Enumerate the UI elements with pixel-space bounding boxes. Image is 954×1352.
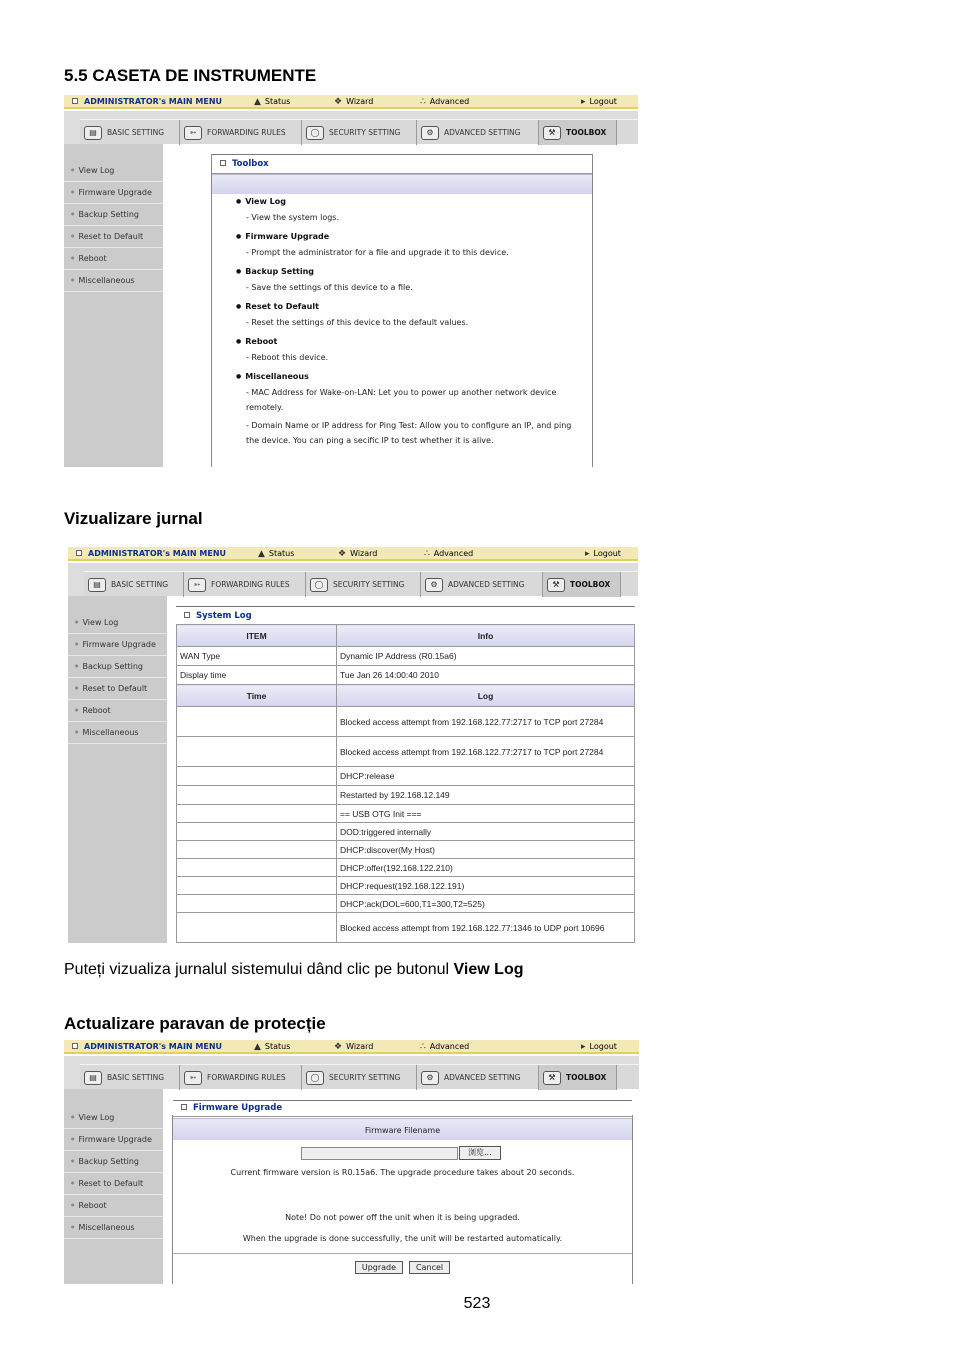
log-entry: DHCP:release — [337, 767, 635, 786]
tab-basic-setting[interactable]: ▤ BASIC SETTING — [80, 1065, 180, 1090]
log-entry: Restarted by 192.168.12.149 — [337, 786, 635, 805]
tab-toolbox[interactable]: ⚒ TOOLBOX — [539, 1065, 617, 1090]
tab-advanced-setting[interactable]: ⚙ ADVANCED SETTING — [421, 572, 543, 597]
sidebar — [64, 144, 163, 467]
info-header: Info — [337, 625, 635, 647]
sidebar-item-firmware-upgrade[interactable]: ● Firmware Upgrade — [68, 634, 167, 656]
display-time-value: Tue Jan 26 14:00:40 2010 — [337, 666, 635, 685]
browse-button[interactable]: 浏览... — [459, 1146, 501, 1160]
sidebar-item-miscellaneous[interactable]: ● Miscellaneous — [64, 1217, 163, 1239]
item-header: ITEM — [177, 625, 337, 647]
wizard-link[interactable]: ❖ Wizard — [334, 1042, 374, 1052]
status-link[interactable]: ▲ Status — [254, 1042, 291, 1052]
panel-title: Firmware Upgrade — [173, 1100, 632, 1117]
status-icon: ▲ — [254, 97, 261, 107]
wizard-icon: ❖ — [334, 97, 343, 107]
system-log-screenshot — [68, 547, 638, 943]
advanced-link[interactable]: ∴ Advanced — [420, 97, 470, 107]
firmware-file-input[interactable] — [301, 1147, 458, 1160]
wizard-link[interactable]: ❖ Wizard — [338, 549, 378, 559]
status-link[interactable]: ▲ Status — [254, 97, 291, 107]
advanced-link[interactable]: ∴ Advanced — [420, 1042, 470, 1052]
tab-bar — [68, 563, 638, 596]
status-icon: ▲ — [254, 1042, 261, 1052]
forward-icon: ➳ — [184, 1071, 202, 1085]
log-entry: DHCP:discover(My Host) — [337, 841, 635, 859]
advanced-icon: ∴ — [424, 549, 430, 559]
sidebar-item-reset-to-default[interactable]: ● Reset to Default — [64, 226, 163, 248]
sidebar-item-reboot[interactable]: ● Reboot — [64, 248, 163, 270]
top-menu-bar — [64, 95, 638, 109]
advanced-link[interactable]: ∴ Advanced — [424, 549, 474, 559]
sidebar-item-reboot[interactable]: ● Reboot — [64, 1195, 163, 1217]
section-title: 5.5 CASETA DE INSTRUMENTE — [64, 66, 317, 85]
forward-icon: ➳ — [184, 126, 202, 140]
folder-icon: ▤ — [84, 1071, 102, 1085]
log-entry: DHCP:request(192.168.122.191) — [337, 877, 635, 895]
tab-advanced-setting[interactable]: ⚙ ADVANCED SETTING — [417, 1065, 539, 1090]
toolbox-item-desc: - Save the settings of this device to a file. — [246, 283, 413, 292]
logout-link[interactable]: ▸ Logout — [581, 97, 617, 107]
tab-forwarding-rules[interactable]: ➳ FORWARDING RULES — [180, 120, 302, 145]
display-time-label: Display time — [177, 666, 337, 685]
table-row — [177, 913, 635, 943]
toolbox-item-desc: - View the system logs. — [246, 213, 339, 222]
tab-security-setting[interactable]: ◯ SECURITY SETTING — [302, 120, 417, 145]
folder-icon: ▤ — [88, 578, 106, 592]
shield-icon: ◯ — [306, 126, 324, 140]
tab-forwarding-rules[interactable]: ➳ FORWARDING RULES — [180, 1065, 302, 1090]
table-row — [177, 707, 635, 737]
sidebar — [68, 596, 167, 943]
sidebar-item-firmware-upgrade[interactable]: ● Firmware Upgrade — [64, 182, 163, 204]
tab-bar — [64, 111, 638, 144]
sidebar — [64, 1089, 163, 1284]
log-entry: DHCP:offer(192.168.122.210) — [337, 859, 635, 877]
tab-security-setting[interactable]: ◯ SECURITY SETTING — [302, 1065, 417, 1090]
time-header: Time — [177, 685, 337, 707]
shield-icon: ◯ — [310, 578, 328, 592]
forward-icon: ➳ — [188, 578, 206, 592]
top-menu-bar — [64, 1040, 639, 1054]
upgrade-button[interactable]: Upgrade — [355, 1261, 403, 1274]
tab-security-setting[interactable]: ◯ SECURITY SETTING — [306, 572, 421, 597]
toolbox-item-name: ● Miscellaneous — [236, 372, 309, 381]
admin-menu-link[interactable]: ADMINISTRATOR's MAIN MENU — [72, 1042, 222, 1051]
panel-header-bar — [212, 174, 592, 194]
toolbox-item-name: ● Firmware Upgrade — [236, 232, 329, 241]
gear-icon: ⚙ — [421, 126, 439, 140]
tab-bar — [64, 1056, 639, 1089]
sidebar-item-reset-to-default[interactable]: ● Reset to Default — [68, 678, 167, 700]
gear-icon: ⚙ — [425, 578, 443, 592]
page-number: 523 — [463, 1295, 491, 1312]
square-icon — [72, 1043, 78, 1049]
logout-link[interactable]: ▸ Logout — [585, 549, 621, 559]
toolbox-icon: ⚒ — [543, 126, 561, 140]
toolbox-panel — [211, 154, 593, 467]
tab-toolbox[interactable]: ⚒ TOOLBOX — [543, 572, 621, 597]
shield-icon: ◯ — [306, 1071, 324, 1085]
toolbox-icon: ⚒ — [547, 578, 565, 592]
table-row — [177, 859, 635, 877]
admin-menu-link[interactable]: ADMINISTRATOR's MAIN MENU — [76, 549, 226, 558]
log-entry: Blocked access attempt from 192.168.122.77:1346 to UDP port 10696 — [337, 913, 635, 943]
wan-type-label: WAN Type — [177, 647, 337, 666]
sidebar-item-miscellaneous[interactable]: ● Miscellaneous — [64, 270, 163, 292]
gear-icon: ⚙ — [421, 1071, 439, 1085]
toolbox-item-name: ● View Log — [236, 197, 286, 206]
square-icon — [184, 612, 190, 618]
tab-toolbox[interactable]: ⚒ TOOLBOX — [539, 120, 617, 145]
sidebar-item-backup-setting[interactable]: ● Backup Setting — [64, 204, 163, 226]
toolbox-icon: ⚒ — [543, 1071, 561, 1085]
wan-type-value: Dynamic IP Address (R0.15a6) — [337, 647, 635, 666]
tab-advanced-setting[interactable]: ⚙ ADVANCED SETTING — [417, 120, 539, 145]
sidebar-item-view-log[interactable]: ● View Log — [64, 160, 163, 182]
sidebar-item-reset-to-default[interactable]: ● Reset to Default — [64, 1173, 163, 1195]
view-log-paragraph: Puteți vizualiza jurnalul sistemului dând clic pe butonul View Log — [64, 961, 524, 978]
log-entry: Blocked access attempt from 192.168.122.77:2717 to TCP port 27284 — [337, 707, 635, 737]
top-menu-bar — [68, 547, 638, 561]
toolbox-item-desc: - Domain Name or IP address for Ping Test: Allow you to configure an IP, and ping the device. You can ping a secific IP to test whether it is alive. — [246, 421, 572, 445]
admin-menu-link[interactable]: ADMINISTRATOR's MAIN MENU — [72, 97, 222, 106]
tab-basic-setting[interactable]: ▤ BASIC SETTING — [80, 120, 180, 145]
sidebar-item-backup-setting[interactable]: ● Backup Setting — [64, 1151, 163, 1173]
toolbox-item-name: ● Reset to Default — [236, 302, 319, 311]
firmware-note: Note! Do not power off the unit when it is being upgraded. — [285, 1213, 520, 1222]
wizard-link[interactable]: ❖ Wizard — [334, 97, 374, 107]
firmware-panel — [172, 1103, 633, 1284]
table-row — [177, 895, 635, 913]
firmware-version-text: Current firmware version is R0.15a6. The upgrade procedure takes about 20 seconds. — [230, 1168, 575, 1177]
wizard-icon: ❖ — [338, 549, 347, 559]
toolbox-item-desc: - Reboot this device. — [246, 353, 329, 362]
table-row — [177, 767, 635, 786]
arrow-icon: ▸ — [581, 1042, 586, 1052]
cancel-button[interactable]: Cancel — [409, 1261, 450, 1274]
toolbox-item-name: ● Reboot — [236, 337, 277, 346]
log-entry: DHCP:ack(DOL=600,T1=300,T2=525) — [337, 895, 635, 913]
firmware-restart-text: When the upgrade is done successfully, the unit will be restarted automatically. — [242, 1234, 563, 1243]
logout-link[interactable]: ▸ Logout — [581, 1042, 617, 1052]
tab-forwarding-rules[interactable]: ➳ FORWARDING RULES — [184, 572, 306, 597]
square-icon — [220, 160, 226, 166]
table-row — [177, 841, 635, 859]
toolbox-item-desc: - MAC Address for Wake-on-LAN: Let you to power up another network device remotely. — [246, 388, 557, 412]
status-link[interactable]: ▲ Status — [258, 549, 295, 559]
log-entry: == USB OTG Init === — [337, 805, 635, 823]
log-entry: DOD:triggered internally — [337, 823, 635, 841]
wizard-icon: ❖ — [334, 1042, 343, 1052]
sidebar-item-reboot[interactable]: ● Reboot — [68, 700, 167, 722]
square-icon — [76, 550, 82, 556]
firmware-filename-header: Firmware Filename — [173, 1118, 632, 1140]
table-row — [177, 737, 635, 767]
panel-title: Toolbox — [212, 154, 592, 174]
firmware-actions — [173, 1261, 632, 1274]
system-log-table — [176, 624, 635, 943]
toolbox-screenshot — [64, 95, 638, 467]
toolbox-item-desc: - Prompt the administrator for a file and upgrade it to this device. — [246, 248, 509, 257]
square-icon — [181, 1104, 187, 1110]
tab-basic-setting[interactable]: ▤ BASIC SETTING — [84, 572, 184, 597]
advanced-icon: ∴ — [420, 1042, 426, 1052]
heading-view-log: Vizualizare jurnal — [64, 509, 203, 528]
status-icon: ▲ — [258, 549, 265, 559]
square-icon — [72, 98, 78, 104]
panel-title: System Log — [176, 606, 635, 626]
sidebar-item-firmware-upgrade[interactable]: ● Firmware Upgrade — [64, 1129, 163, 1151]
toolbox-item-name: ● Backup Setting — [236, 267, 314, 276]
sidebar-item-view-log[interactable]: ● View Log — [64, 1107, 163, 1129]
folder-icon: ▤ — [84, 126, 102, 140]
heading-firmware: Actualizare paravan de protecție — [64, 1014, 326, 1033]
table-row — [177, 877, 635, 895]
log-header: Log — [337, 685, 635, 707]
toolbox-item-desc: - Reset the settings of this device to the default values. — [246, 318, 469, 327]
table-row — [177, 786, 635, 805]
advanced-icon: ∴ — [420, 97, 426, 107]
firmware-upgrade-screenshot — [64, 1040, 639, 1284]
log-entry: Blocked access attempt from 192.168.122.77:2717 to TCP port 27284 — [337, 737, 635, 767]
table-row — [177, 823, 635, 841]
arrow-icon: ▸ — [585, 549, 590, 559]
sidebar-item-view-log[interactable]: ● View Log — [68, 612, 167, 634]
sidebar-item-miscellaneous[interactable]: ● Miscellaneous — [68, 722, 167, 744]
arrow-icon: ▸ — [581, 97, 586, 107]
table-row — [177, 805, 635, 823]
sidebar-item-backup-setting[interactable]: ● Backup Setting — [68, 656, 167, 678]
